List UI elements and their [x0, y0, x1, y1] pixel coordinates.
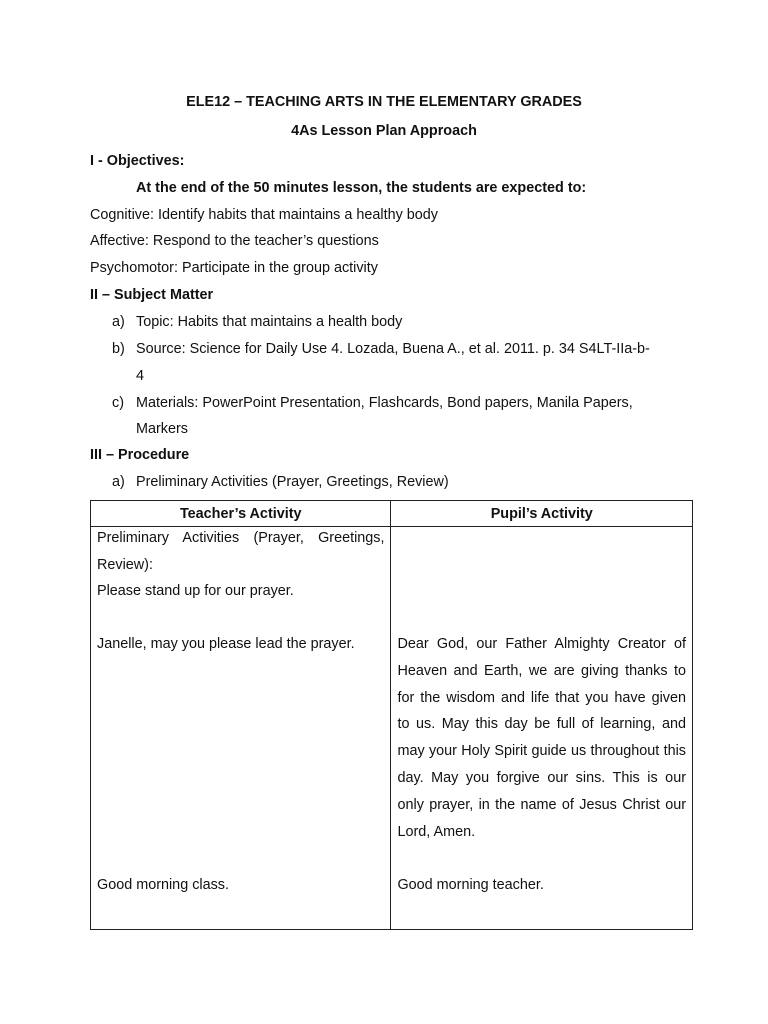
subject-source: Source: Science for Daily Use 4. Lozada, Buena A., et al. 2011. p. 34 S4LT-IIa-b- — [136, 341, 650, 357]
teacher-preliminary: Preliminary Activities (Prayer, Greetings, Review): — [97, 530, 385, 573]
table-header-row — [91, 501, 693, 527]
course-title: ELE12 – TEACHING ARTS IN THE ELEMENTARY GRADES — [186, 94, 582, 110]
teacher-stand-up: Please stand up for our prayer. — [97, 583, 294, 599]
list-marker: c) — [112, 395, 124, 411]
pupil-greeting: Good morning teacher. — [397, 877, 544, 893]
subject-materials-continued: Markers — [136, 421, 188, 437]
teacher-lead-prayer: Janelle, may you please lead the prayer. — [97, 636, 355, 652]
activities-table — [90, 500, 693, 930]
teacher-activity-cell — [91, 527, 391, 930]
list-marker: a) — [112, 474, 125, 490]
subject-materials: Materials: PowerPoint Presentation, Flashcards, Bond papers, Manila Papers, — [136, 395, 633, 411]
pupil-prayer: Dear God, our Father Almighty Creator of Heaven and Earth, we are giving thanks to for the wisdom and life that you have given to us. May this day be full of learning, and may your Holy Spirit guide us throughout this day. May you forgive our sins. This is our only prayer, in the name of Jesus Christ our Lord, Amen. — [397, 636, 686, 840]
procedure-heading: III – Procedure — [90, 447, 190, 463]
list-marker: b) — [112, 341, 125, 357]
objective-affective: Affective: Respond to the teacher’s questions — [90, 233, 379, 249]
pupil-activity-header: Pupil’s Activity — [391, 501, 693, 527]
objectives-intro: At the end of the 50 minutes lesson, the students are expected to: — [136, 180, 587, 196]
list-marker: a) — [112, 314, 125, 330]
objectives-heading: I - Objectives: — [90, 153, 185, 169]
subject-topic: Topic: Habits that maintains a health body — [136, 314, 403, 330]
teacher-activity-header: Teacher’s Activity — [91, 501, 391, 527]
subject-source-continued: 4 — [136, 368, 145, 384]
procedure-preliminary: Preliminary Activities (Prayer, Greetings, Review) — [136, 474, 449, 490]
approach-title: 4As Lesson Plan Approach — [291, 123, 477, 139]
teacher-greeting: Good morning class. — [97, 877, 229, 893]
pupil-activity-cell — [391, 527, 693, 930]
table-row — [91, 527, 693, 930]
objective-psychomotor: Psychomotor: Participate in the group activity — [90, 260, 378, 276]
subject-matter-heading: II – Subject Matter — [90, 287, 214, 303]
objective-cognitive: Cognitive: Identify habits that maintains a healthy body — [90, 207, 438, 223]
